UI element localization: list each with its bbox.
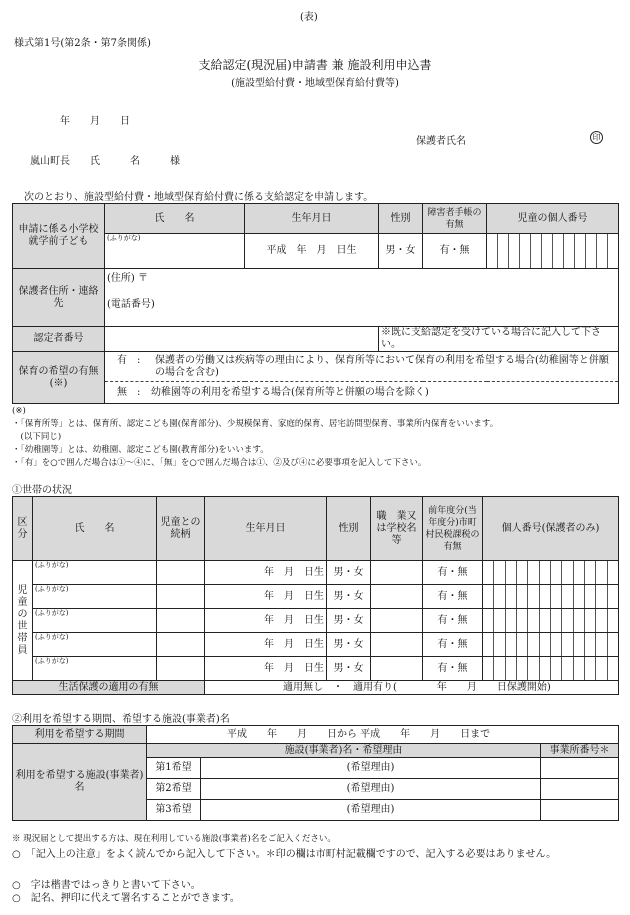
- member-job-field[interactable]: [371, 561, 423, 585]
- period-field[interactable]: 平成 年 月 日から 平成 年 月 日まで: [147, 726, 619, 744]
- hope-yes-option[interactable]: 有 : 保護者の労働又は疾病等の理由により、保育所等において保育の利用を希望する場合(幼稚園等と併願の場合を含む): [105, 352, 619, 382]
- household-row: [13, 585, 619, 609]
- member-sex-field[interactable]: 男・女: [327, 561, 371, 585]
- member-job-field[interactable]: [371, 657, 423, 681]
- addressee: 嵐山町長 氏 名 様: [30, 156, 180, 167]
- cert-no-field[interactable]: [105, 327, 379, 352]
- child-personal-no-field[interactable]: [487, 234, 619, 269]
- footer-item-2: ○ 字は楷書ではっきりと書いて下さい。: [12, 880, 201, 891]
- note-1-2: (以下同じ): [12, 432, 62, 442]
- member-personal-no-field[interactable]: [483, 657, 619, 681]
- guardian-name-label: 保護者氏名: [416, 136, 466, 147]
- member-job-field[interactable]: [371, 609, 423, 633]
- note-1-0: (※): [12, 406, 26, 416]
- office-no-field[interactable]: [541, 758, 619, 779]
- cert-no-note: ※既に支給認定を受けている場合に記入して下さい。: [379, 327, 619, 352]
- header-sex: 性別: [379, 204, 423, 234]
- footer-item-3: ○ 記名、押印に代えて署名することができます。: [12, 893, 240, 904]
- member-personal-no-field[interactable]: [483, 633, 619, 657]
- side-mark: (表): [300, 12, 318, 23]
- household-row: [13, 657, 619, 681]
- member-tax-field[interactable]: 有・無: [423, 657, 483, 681]
- header-name: 氏 名: [105, 204, 245, 234]
- period-label: 利用を希望する期間: [13, 726, 147, 744]
- h-name: 氏 名: [33, 497, 157, 561]
- child-dob-field[interactable]: 平成 年 月 日生: [245, 234, 379, 269]
- household-table: [12, 496, 619, 695]
- page-subtitle: (施設型給付費・地域型保育給付費等): [231, 78, 399, 89]
- hope-no-mark: 無: [117, 386, 127, 398]
- header-personal-no: 児童の個人番号: [487, 204, 619, 234]
- child-label: 申請に係る小学校就学前子ども: [13, 204, 105, 269]
- member-relation-field[interactable]: [157, 657, 205, 681]
- member-personal-no-field[interactable]: [483, 561, 619, 585]
- member-sex-field[interactable]: 男・女: [327, 609, 371, 633]
- note-1-4: ・「有」を○で囲んだ場合は①～④に、「無」を○で囲んだ場合は①、②及び④に必要事項を記入して下さい。: [12, 458, 427, 468]
- h-personal-no: 個人番号(保護者のみ): [483, 497, 619, 561]
- note-1-1: ・「保育所等」とは、保育所、認定こども園(保育部分)、少規模保育、家庭的保育、居宅訪問型保育、事業所内保育をいいます。: [12, 419, 499, 429]
- member-dob-field[interactable]: 年 月 日生: [205, 585, 327, 609]
- furigana-label: (ふりがな): [107, 234, 141, 242]
- h-section: 区分: [13, 497, 33, 561]
- choice-label: 第1希望: [147, 758, 201, 779]
- member-name-field[interactable]: (ふりがな): [33, 657, 157, 681]
- header-dob: 生年月日: [245, 204, 379, 234]
- member-job-field[interactable]: [371, 633, 423, 657]
- h-job: 職 業又は学校名等: [371, 497, 423, 561]
- hope-yes-text: 保護者の労働又は疾病等の理由により、保育所等において保育の利用を希望する場合(幼稚園等と併願の場合を含む): [155, 354, 609, 378]
- h-tax: 前年度分(当年度分)市町村民税課税の有無: [423, 497, 483, 561]
- member-tax-field[interactable]: 有・無: [423, 561, 483, 585]
- member-personal-no-field[interactable]: [483, 585, 619, 609]
- household-row: [13, 609, 619, 633]
- disability-field[interactable]: 有・無: [423, 234, 487, 269]
- form-number: 様式第1号(第2条・第7条関係): [14, 38, 151, 49]
- hope-label: 保育の希望の有無(※): [13, 352, 105, 404]
- member-name-field[interactable]: (ふりがな): [33, 561, 157, 585]
- member-dob-field[interactable]: 年 月 日生: [205, 633, 327, 657]
- header-disability: 障害者手帳の有無: [423, 204, 487, 234]
- h-sex: 性別: [327, 497, 371, 561]
- phone-label: (電話番号): [107, 299, 155, 310]
- welfare-field[interactable]: 適用無し ・ 適用有り( 年 月 日保護開始): [205, 681, 619, 695]
- member-name-field[interactable]: (ふりがな): [33, 609, 157, 633]
- member-sex-field[interactable]: 男・女: [327, 585, 371, 609]
- date-line: 年 月 日: [60, 116, 130, 127]
- member-sex-field[interactable]: 男・女: [327, 633, 371, 657]
- intro-text: 次のとおり、施設型給付費・地域型保育給付費に係る支給認定を申請します。: [24, 192, 374, 203]
- guardian-label: 保護者住所・連絡先: [13, 269, 105, 327]
- member-relation-field[interactable]: [157, 561, 205, 585]
- child-sex-field[interactable]: 男・女: [379, 234, 423, 269]
- group-label: 児童の世帯員: [13, 561, 33, 681]
- member-tax-field[interactable]: 有・無: [423, 633, 483, 657]
- guardian-contact-field[interactable]: [105, 269, 619, 327]
- seal-mark: 印: [590, 131, 603, 144]
- choice-reason-field[interactable]: (希望理由): [201, 779, 541, 800]
- member-relation-field[interactable]: [157, 585, 205, 609]
- h-office-no: 事業所番号＊: [541, 744, 619, 758]
- h-relation: 児童との続柄: [157, 497, 205, 561]
- member-sex-field[interactable]: 男・女: [327, 657, 371, 681]
- page-title: 支給認定(現況届)申請書 兼 施設利用申込書: [198, 58, 432, 72]
- address-label: (住所) 〒: [107, 273, 148, 284]
- household-row: [13, 633, 619, 657]
- footer-item-1: ○ 「記入上の注意」をよく読んでから記入して下さい。＊印の欄は市町村記載欄ですので、記入する必要はありません。: [12, 849, 557, 860]
- member-dob-field[interactable]: 年 月 日生: [205, 561, 327, 585]
- facility-label: 利用を希望する施設(事業者)名: [13, 744, 147, 821]
- h-facility: 施設(事業者)名・希望理由: [147, 744, 541, 758]
- member-personal-no-field[interactable]: [483, 609, 619, 633]
- usage-section-title: ②利用を希望する期間、希望する施設(事業者)名: [12, 714, 230, 725]
- member-dob-field[interactable]: 年 月 日生: [205, 657, 327, 681]
- welfare-label: 生活保護の適用の有無: [13, 681, 205, 695]
- choice-reason-field[interactable]: (希望理由): [201, 800, 541, 821]
- household-section-title: ①世帯の状況: [12, 485, 72, 496]
- member-dob-field[interactable]: 年 月 日生: [205, 609, 327, 633]
- hope-no-option[interactable]: 無 : 幼稚園等の利用を希望する場合(保育所等と併願の場合を除く): [105, 382, 619, 404]
- note-1-3: ・「幼稚園等」とは、幼稚園、認定こども園(教育部分)をいいます。: [12, 445, 269, 455]
- member-job-field[interactable]: [371, 585, 423, 609]
- member-name-field[interactable]: (ふりがな): [33, 633, 157, 657]
- household-row: [13, 561, 619, 585]
- member-relation-field[interactable]: [157, 633, 205, 657]
- applicant-table: [12, 203, 619, 404]
- choice-reason-field[interactable]: (希望理由): [201, 758, 541, 779]
- member-tax-field[interactable]: 有・無: [423, 585, 483, 609]
- office-no-field[interactable]: [541, 779, 619, 800]
- member-name-field[interactable]: (ふりがな): [33, 585, 157, 609]
- member-relation-field[interactable]: [157, 609, 205, 633]
- choice-label: 第2希望: [147, 779, 201, 800]
- choice-label: 第3希望: [147, 800, 201, 821]
- footer-note: ※ 現況届として提出する方は、現在利用している施設(事業者)名をご記入ください。: [12, 834, 336, 844]
- member-tax-field[interactable]: 有・無: [423, 609, 483, 633]
- hope-no-text: 幼稚園等の利用を希望する場合(保育所等と併願の場合を除く): [151, 386, 429, 398]
- child-name-field[interactable]: [105, 234, 245, 269]
- h-dob: 生年月日: [205, 497, 327, 561]
- cert-no-label: 認定者番号: [13, 327, 105, 352]
- office-no-field[interactable]: [541, 800, 619, 821]
- hope-yes-mark: 有: [117, 354, 127, 366]
- usage-table: [12, 725, 619, 821]
